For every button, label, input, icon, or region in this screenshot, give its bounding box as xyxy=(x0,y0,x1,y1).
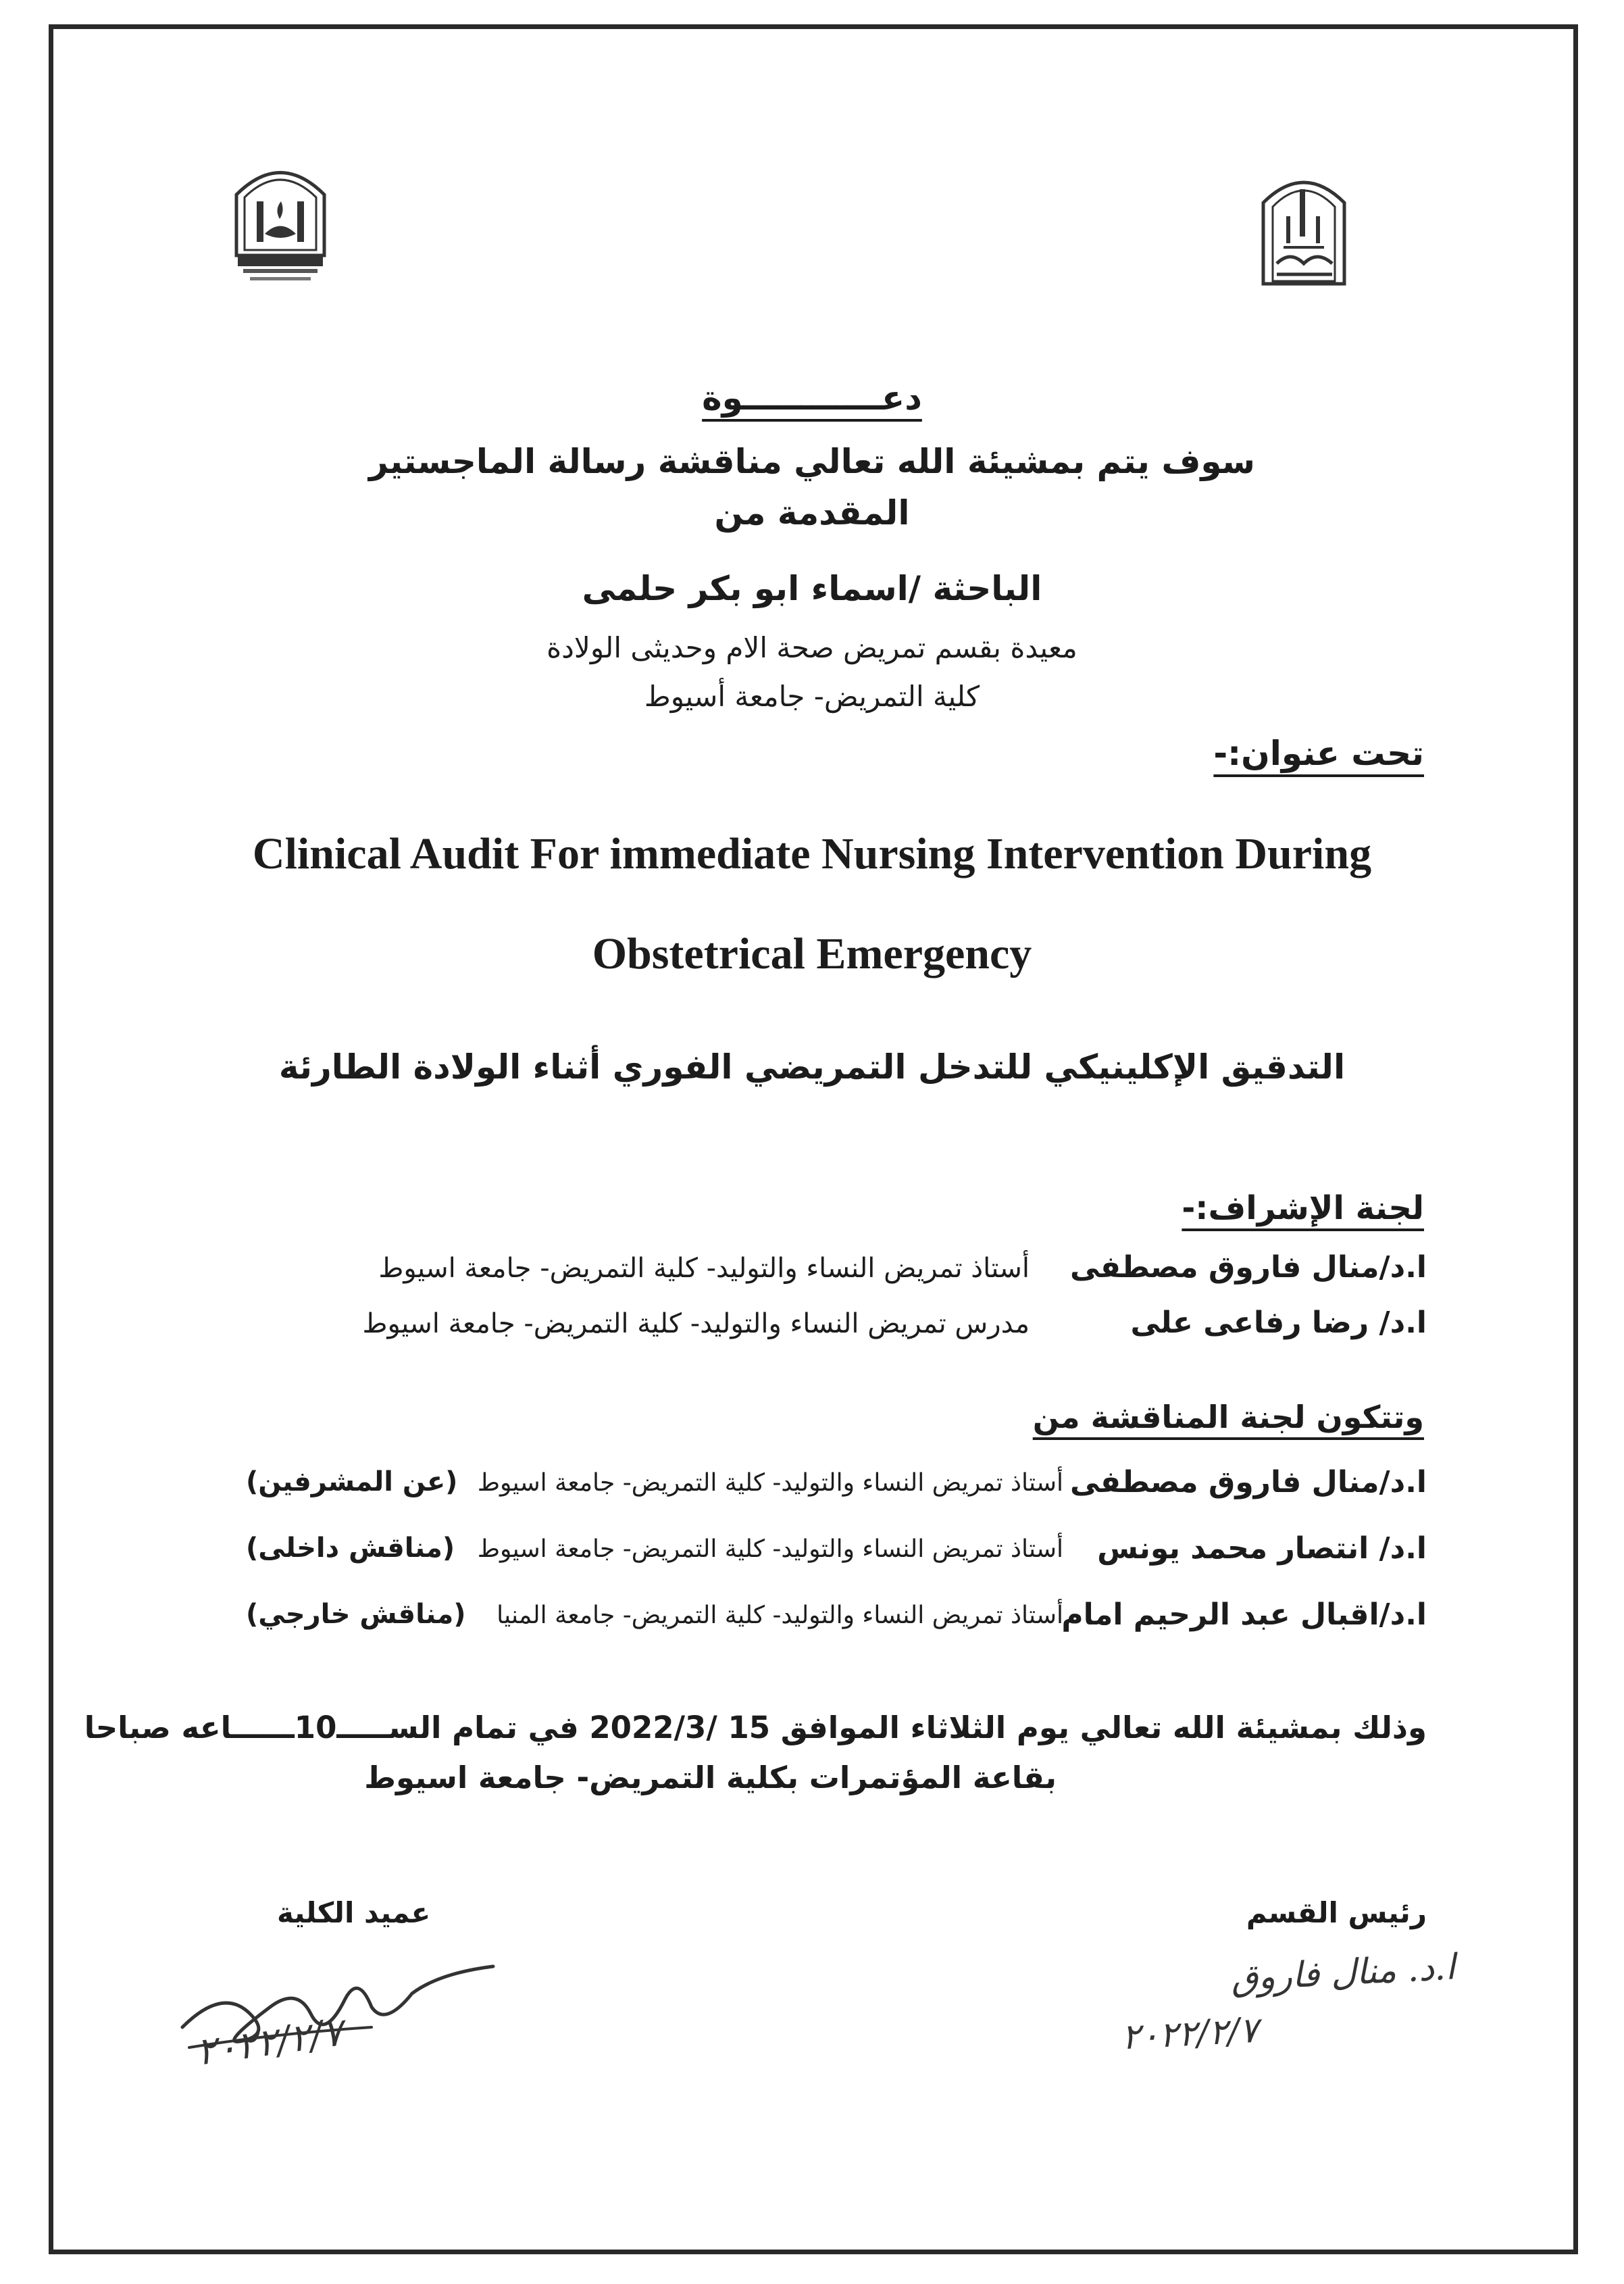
committee-label: وتتكون لجنة المناقشة من xyxy=(1032,1399,1424,1435)
supervisor-2-name: ا.د/ رضا رفاعى على xyxy=(1130,1306,1427,1340)
supervision-label: لجنة الإشراف:- xyxy=(1182,1189,1424,1227)
schedule-line1: وذلك بمشيئة الله تعالي يوم الثلاثاء الموافق 15 /2022/3 في تمام الســـــ10ــــــاعه صباحا xyxy=(84,1710,1427,1745)
faculty-seal-logo xyxy=(223,154,338,289)
invitation-line2: المقدمة من xyxy=(714,493,910,532)
committee-1-name: ا.د/منال فاروق مصطفى xyxy=(1070,1465,1427,1499)
thesis-title-ar: التدقيق الإكلينيكي للتدخل التمريضي الفوري أثناء الولادة الطارئة xyxy=(278,1047,1346,1087)
committee-1-role: أستاذ تمريض النساء والتوليد- كلية التمريض- جامعة اسيوط xyxy=(477,1469,1063,1497)
department-head-title: رئيس القسم xyxy=(1246,1896,1427,1929)
supervisor-1-name: ا.د/منال فاروق مصطفى xyxy=(1070,1250,1427,1285)
committee-2-tag: (مناقش داخلى) xyxy=(246,1533,455,1564)
invitation-line1: سوف يتم بمشيئة الله تعالي مناقشة رسالة الماجستير xyxy=(369,442,1255,481)
supervisor-1-role: أستاذ تمريض النساء والتوليد- كلية التمريض- جامعة اسيوط xyxy=(378,1253,1030,1284)
committee-2-role: أستاذ تمريض النساء والتوليد- كلية التمريض- جامعة اسيوط xyxy=(477,1535,1063,1563)
dean-signature-date: ٢٠٢٢/٢/٧ xyxy=(193,2010,346,2075)
committee-3-role: أستاذ تمريض النساء والتوليد- كلية التمريض- جامعة المنيا xyxy=(497,1602,1063,1629)
department-head-signature-date: ٢٠٢٢/٢/٧ xyxy=(1120,2010,1260,2058)
committee-3-name: ا.د/اقبال عبد الرحيم امام xyxy=(1061,1597,1427,1632)
schedule-line2: بقاعة المؤتمرات بكلية التمريض- جامعة اسيوط xyxy=(364,1760,1057,1795)
department-head-signature: ا.د. منال فاروق xyxy=(1229,1947,1456,2000)
researcher-faculty: كلية التمريض- جامعة أسيوط xyxy=(644,680,980,713)
dean-title: عميد الكلية xyxy=(277,1896,431,1929)
committee-3-tag: (مناقش خارجي) xyxy=(246,1599,466,1630)
thesis-title-en-line2: Obstetrical Emergency xyxy=(592,929,1032,978)
title-label: تحت عنوان:- xyxy=(1213,734,1424,773)
committee-1-tag: (عن المشرفين) xyxy=(246,1466,458,1497)
assiut-university-logo xyxy=(1257,162,1351,291)
thesis-title-en-line1: Clinical Audit For immediate Nursing Intervention During xyxy=(252,829,1372,878)
supervisor-2-role: مدرس تمريض النساء والتوليد- كلية التمريض- جامعة اسيوط xyxy=(362,1308,1030,1339)
invitation-heading: دعــــــــــــوة xyxy=(702,378,922,418)
researcher-name: الباحثة /اسماء ابو بكر حلمى xyxy=(582,569,1042,608)
committee-2-name: ا.د/ انتصار محمد يونس xyxy=(1097,1531,1427,1566)
researcher-position: معيدة بقسم تمريض صحة الام وحديثى الولادة xyxy=(547,631,1077,664)
